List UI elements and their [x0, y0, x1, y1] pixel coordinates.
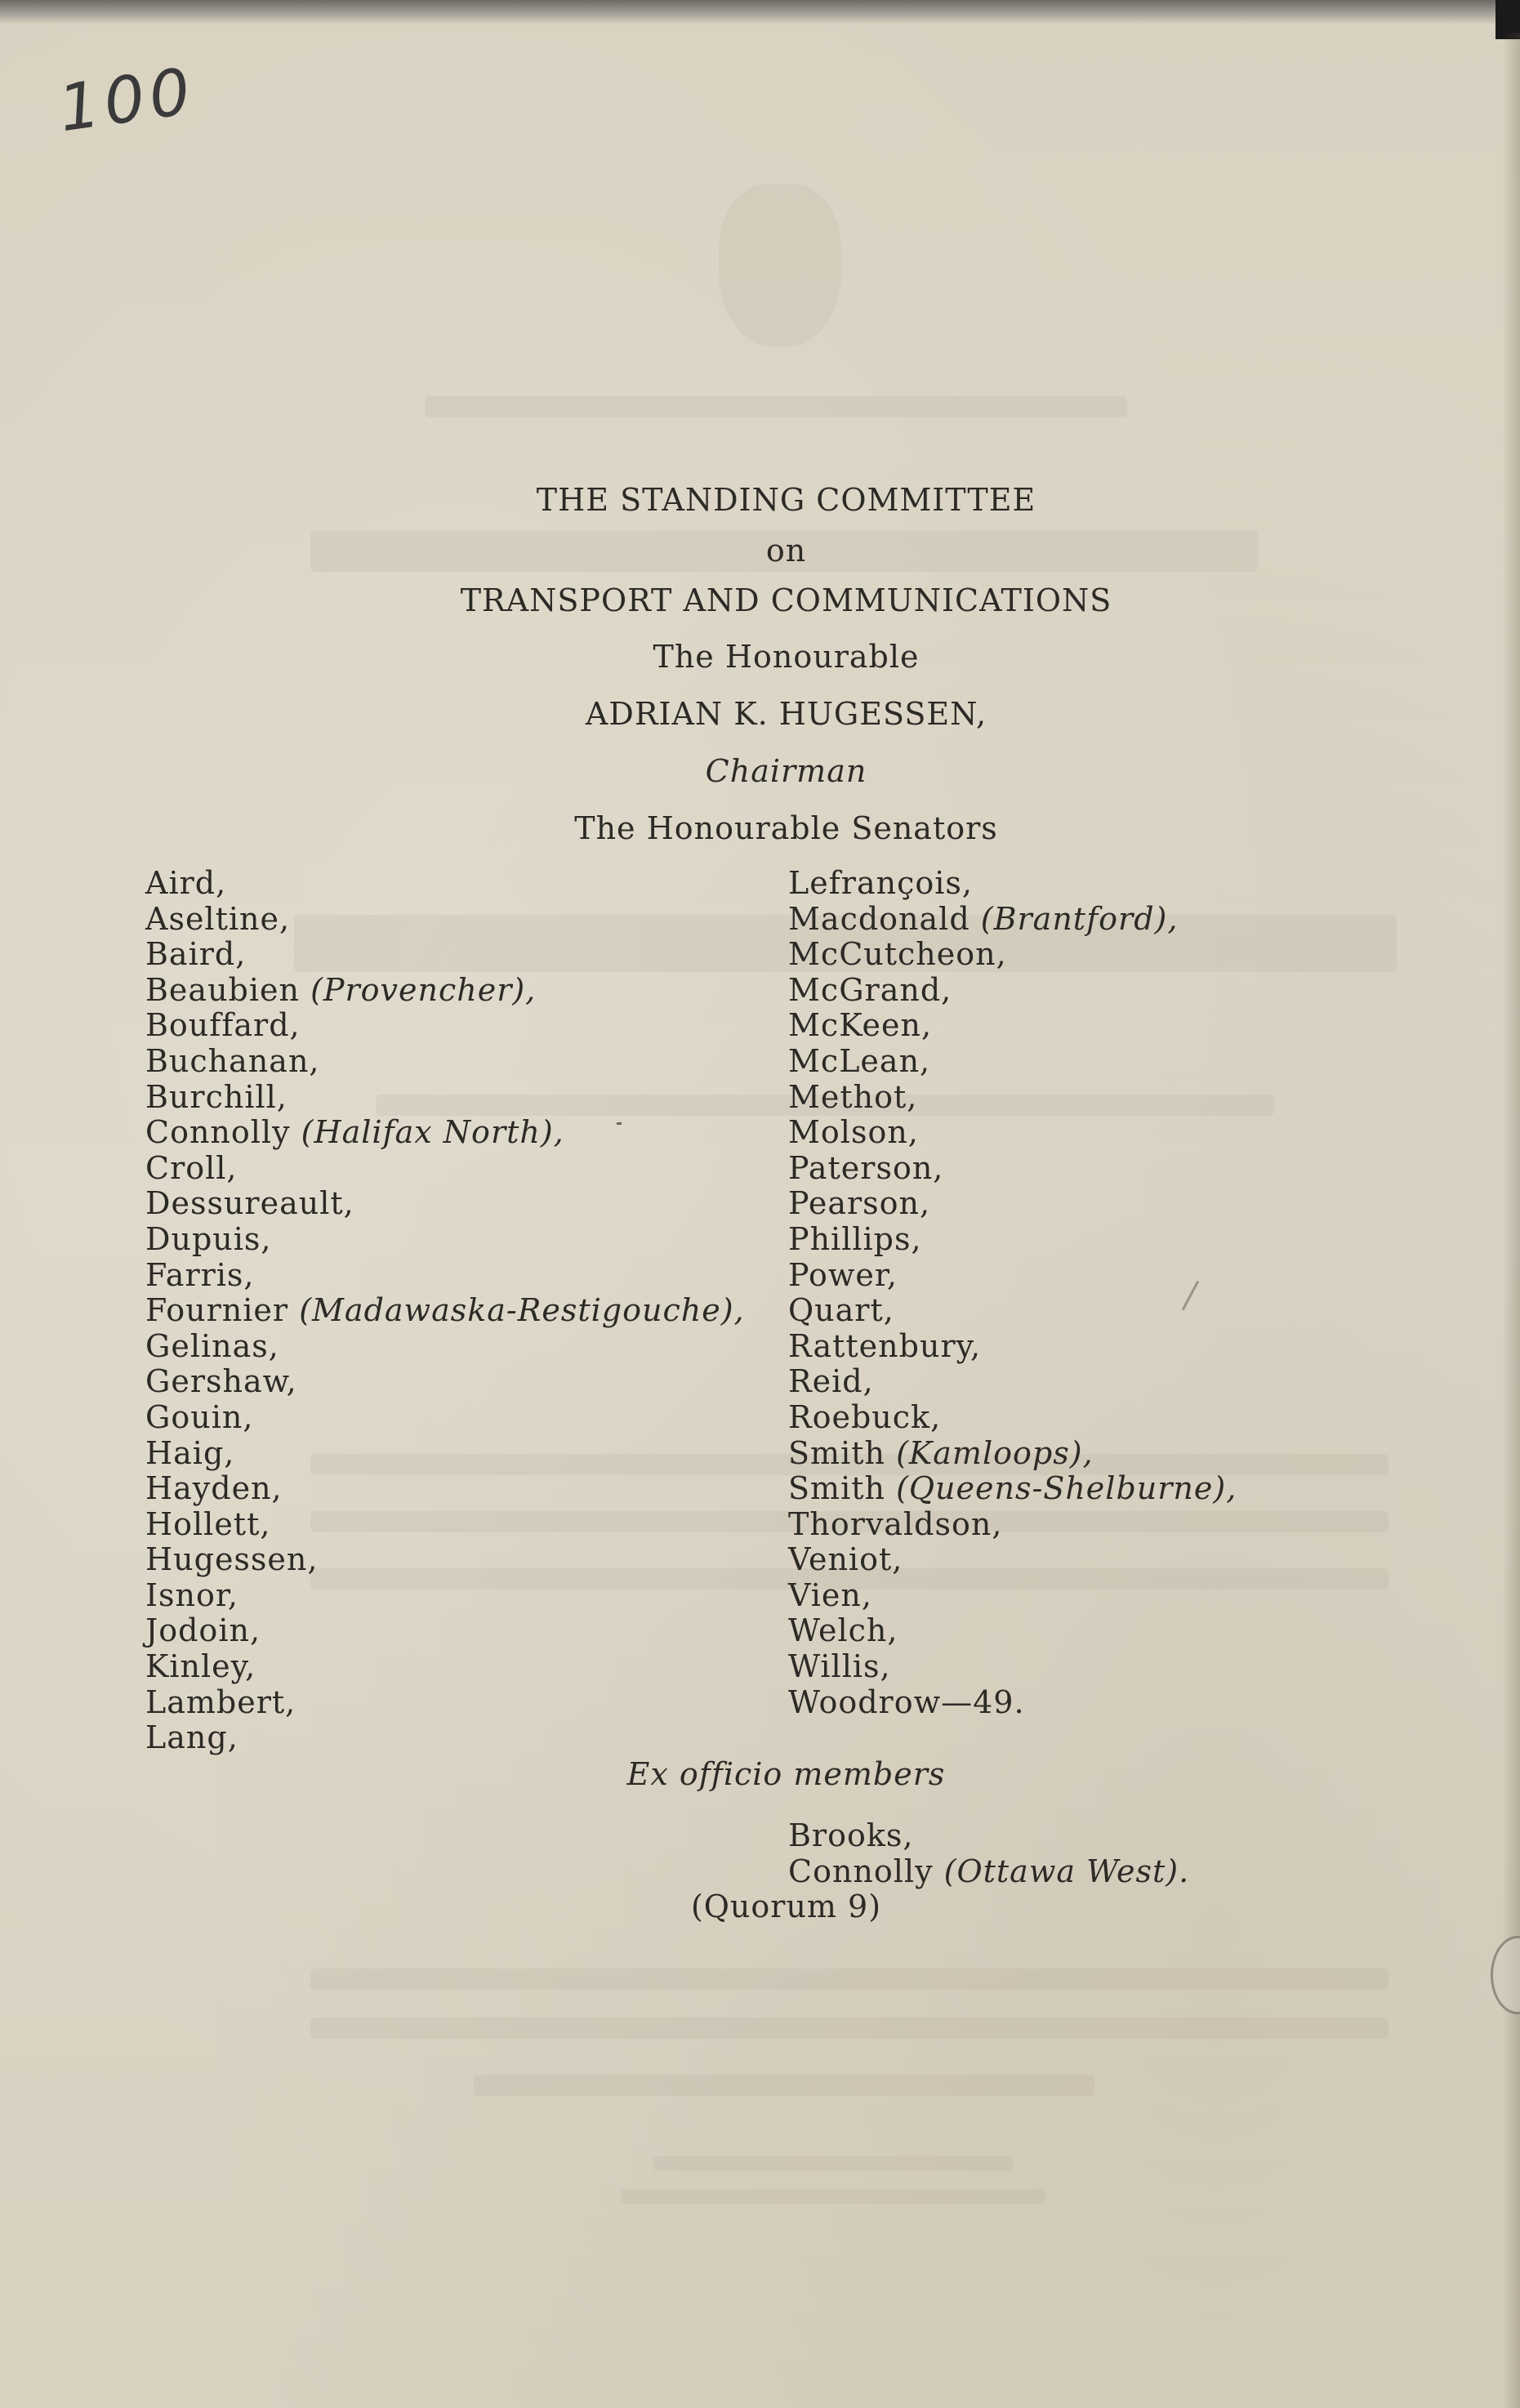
senator-entry	[788, 1008, 1237, 1044]
senator-entry	[145, 1720, 745, 1756]
senator-entry	[145, 1258, 745, 1294]
senator-name: Gershaw,	[145, 1363, 297, 1400]
senator-entry	[145, 937, 745, 973]
senator-name: Veniot,	[788, 1541, 903, 1578]
bleed-through-line	[310, 1969, 1389, 1990]
senator-entry	[788, 1222, 1237, 1258]
senator-entry	[145, 1080, 745, 1116]
senator-entry	[788, 866, 1237, 902]
senator-name: Lambert,	[145, 1683, 296, 1720]
senator-entry	[788, 1400, 1237, 1436]
senator-name: McKeen,	[788, 1007, 933, 1044]
ink-speck	[617, 1122, 622, 1125]
bleed-through-line	[653, 2156, 1013, 2171]
senator-name: Croll,	[145, 1149, 238, 1186]
senator-name: Roebuck,	[788, 1398, 942, 1435]
senator-name: Lang,	[145, 1719, 238, 1756]
senator-entry	[145, 1436, 745, 1472]
bleed-through-line	[425, 396, 1127, 417]
senator-riding: (Brantford),	[980, 900, 1179, 937]
scan-top-edge	[0, 0, 1520, 25]
senator-name: Isnor,	[145, 1576, 238, 1613]
senator-name: McLean,	[788, 1042, 931, 1079]
senator-entry	[788, 1044, 1237, 1080]
senator-entry	[145, 973, 745, 1009]
binder-hole	[1491, 1936, 1520, 2014]
senator-name: Quart,	[788, 1292, 894, 1329]
senator-entry	[788, 1649, 1237, 1685]
senator-entry	[145, 1151, 745, 1187]
senator-name: Hugessen,	[145, 1541, 319, 1578]
senator-name: Smith	[788, 1434, 885, 1471]
senator-name: Power,	[788, 1256, 898, 1293]
senator-entry	[145, 902, 745, 938]
senator-entry	[788, 937, 1237, 973]
senator-name: McGrand,	[788, 971, 952, 1008]
senator-riding: (Provencher),	[310, 971, 537, 1008]
senator-name: Gouin,	[145, 1398, 254, 1435]
senator-entry	[145, 1685, 745, 1721]
bleed-through-line	[621, 2189, 1045, 2204]
senator-entry	[145, 1542, 745, 1578]
senator-name: Macdonald	[788, 900, 970, 937]
senator-name: Rattenbury,	[788, 1327, 982, 1364]
senator-name: Woodrow—49.	[788, 1683, 1025, 1720]
senator-entry	[788, 973, 1237, 1009]
senator-riding: (Queens-Shelburne),	[896, 1470, 1237, 1507]
senator-name: Lefrançois,	[788, 865, 973, 901]
committee-title-line2: on	[765, 533, 807, 569]
senator-name: Paterson,	[788, 1149, 944, 1186]
handwritten-page-number: 100	[54, 54, 200, 147]
senator-entry	[788, 1293, 1237, 1329]
senator-entry	[145, 1613, 745, 1649]
senator-name: Beaubien	[145, 971, 300, 1008]
senator-entry	[145, 1115, 745, 1151]
bleed-through-line	[310, 2018, 1389, 2039]
senator-name: Welch,	[788, 1612, 898, 1649]
senator-entry	[145, 1400, 745, 1436]
senator-name: Connolly	[145, 1114, 291, 1151]
senator-name: Vien,	[788, 1576, 872, 1613]
senator-entry	[788, 1542, 1237, 1578]
senator-entry	[788, 1436, 1237, 1472]
committee-title-line3: TRANSPORT AND COMMUNICATIONS	[460, 582, 1112, 618]
senators-left-column	[145, 866, 745, 1756]
senator-name: Aseltine,	[145, 900, 291, 937]
senator-name: Dupuis,	[145, 1220, 272, 1257]
senators-heading: The Honourable Senators	[574, 810, 998, 846]
senator-riding: (Madawaska-Restigouche),	[299, 1292, 745, 1329]
senator-entry	[788, 1817, 1189, 1853]
quorum: (Quorum 9)	[690, 1888, 882, 1924]
senator-entry	[145, 1329, 745, 1365]
senator-entry	[788, 1080, 1237, 1116]
senator-entry	[145, 1008, 745, 1044]
senator-entry	[788, 1115, 1237, 1151]
senator-name: Phillips,	[788, 1220, 922, 1257]
senator-riding: (Halifax North),	[301, 1114, 564, 1151]
senator-entry	[145, 1649, 745, 1685]
senator-name: Hayden,	[145, 1470, 283, 1507]
senator-entry	[788, 902, 1237, 938]
ex-officio-members	[788, 1817, 1189, 1889]
senator-name: Reid,	[788, 1363, 874, 1400]
senator-name: Aird,	[145, 865, 227, 901]
senator-entry	[788, 1186, 1237, 1222]
senator-entry	[145, 1222, 745, 1258]
senator-name: Hollett,	[145, 1505, 271, 1542]
senator-entry	[788, 1507, 1237, 1543]
senator-riding: (Ottawa West).	[943, 1853, 1190, 1889]
senator-name: Baird,	[145, 936, 247, 973]
senator-name: Burchill,	[145, 1078, 288, 1115]
senator-name: Willis,	[788, 1648, 891, 1685]
senator-entry	[788, 1853, 1189, 1889]
senator-name: Bouffard,	[145, 1007, 301, 1044]
senator-name: Thorvaldson,	[788, 1505, 1003, 1542]
chairman-name: ADRIAN K. HUGESSEN,	[585, 696, 987, 732]
senator-name: Jodoin,	[145, 1612, 261, 1649]
senator-name: Pearson,	[788, 1185, 931, 1222]
bleed-through-crest	[719, 184, 841, 347]
senator-entry	[788, 1258, 1237, 1294]
senator-entry	[788, 1364, 1237, 1400]
scan-right-shadow	[1502, 33, 1520, 2408]
senator-entry	[145, 1044, 745, 1080]
senator-name: Buchanan,	[145, 1042, 320, 1079]
senator-entry	[145, 1364, 745, 1400]
senator-name: Methot,	[788, 1078, 918, 1115]
senator-entry	[145, 1578, 745, 1614]
senator-entry	[788, 1685, 1237, 1721]
senator-name: Kinley,	[145, 1648, 256, 1685]
senator-entry	[788, 1578, 1237, 1614]
senator-entry	[788, 1471, 1237, 1507]
senator-name: Farris,	[145, 1256, 255, 1293]
senator-name: Molson,	[788, 1114, 919, 1151]
committee-title-line1: THE STANDING COMMITTEE	[536, 482, 1036, 518]
senator-name: McCutcheon,	[788, 936, 1007, 973]
senator-riding: (Kamloops),	[896, 1434, 1094, 1471]
senator-name: Connolly	[788, 1853, 934, 1889]
chairman-title: Chairman	[705, 753, 867, 789]
senator-entry	[788, 1151, 1237, 1187]
senator-entry	[145, 866, 745, 902]
senator-entry	[788, 1329, 1237, 1365]
senator-entry	[788, 1613, 1237, 1649]
senator-name: Gelinas,	[145, 1327, 279, 1364]
senator-name: Brooks,	[788, 1817, 914, 1853]
honourable-label: The Honourable	[653, 639, 920, 675]
senator-name: Haig,	[145, 1434, 235, 1471]
senator-entry	[145, 1293, 745, 1329]
senator-entry	[145, 1471, 745, 1507]
senators-right-column	[788, 866, 1237, 1720]
senator-name: Dessureault,	[145, 1185, 354, 1222]
senator-entry	[145, 1507, 745, 1543]
ex-officio-heading: Ex officio members	[626, 1756, 946, 1792]
bleed-through-line	[474, 2075, 1094, 2096]
senator-name: Fournier	[145, 1292, 289, 1329]
senator-entry	[145, 1186, 745, 1222]
senator-name: Smith	[788, 1470, 885, 1507]
